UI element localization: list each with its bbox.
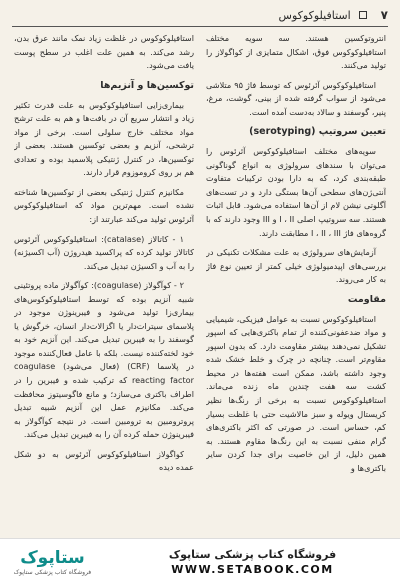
paragraph: استافیلوکوکوس نسبت به عوامل فیزیکی، شیمیایی و مواد ضدعفونی‌کننده از تمام باکتری‌هایی که اسپور تشکیل نمی‌دهند بیشتر مقاومت دارد. که بدون اسپور مقاوم‌تر است. چنانچه در چرک و خلط خشک شده وجود داشته باشد، ممکن است هفته‌ها در محیط کشت سه هفت چندین ماه زنده می‌ماند. استافیلوکوکوس نسبت به برخی از رنگ‌ها نظیر کریستال ویوله و سبز مالاشیت حتی با غلظت بسیار کم، حساس است. در صورتی که اکثر باکتری‌های گرام منفی نسبت به این رنگ‌ها مقاوم هستند. به همین دلیل، از این خاصیت برای جدا کردن سایر باکتری‌ها و xyxy=(206,313,386,473)
paragraph: سویه‌های مختلف استافیلوکوکوس آئرئوس را می‌توان با سندهای سرولوژی به انواع گوناگونی طبقه‌بندی کرد، که به دارا بودن ترکیبات متفاوت آنتی‌ژن‌های سطحی آن‌ها بستگی دارد و در تست‌های آگلوتی نیشن لام از آن‌ها استفاده می‌شود. قابل اثبات هستند. سه سروتیپ اصلی I ، II و III وجود دارند که با گروه‌های فاژ I ، II ، III مطابقت دارند. xyxy=(206,146,386,238)
square-bullet-icon xyxy=(359,11,367,19)
section-heading-resistance: مقاومت xyxy=(347,293,386,305)
store-logo xyxy=(0,539,105,584)
store-banner xyxy=(0,538,400,584)
chapter-title: استافیلوکوکوس xyxy=(278,8,351,22)
paragraph: استافیلوکوکوس در غلظت زیاد نمک مانند عرق بدن، رشد می‌کند. به همین علت اغلب در سطح پوست یافت می‌شود. xyxy=(14,33,194,71)
page-number: ۷ xyxy=(380,8,388,22)
store-info xyxy=(105,548,400,576)
store-title: فروشگاه کتاب پزشکی ستاپوک xyxy=(168,547,337,561)
paragraph: کواگولاز استافیلوکوکوس آئرئوس به دو شکل عمده دیده xyxy=(14,448,194,473)
logo-tagline: فروشگاه کتاب پزشکی ستاپوک xyxy=(13,568,92,576)
logo-wordmark: ستاپوک xyxy=(20,547,85,568)
left-column xyxy=(14,32,194,532)
paragraph: انتروتوکسین هستند. سه سویه مختلف استافیلوکوکوس فوق، اشکال متمایزی از کواگولاز را تولید می‌کنند. xyxy=(206,33,386,71)
paragraph: استافیلوکوکوس آئرئوس که توسط فاژ ۹۵ متلاشی می‌شود از سواب گرفته شده از بینی، گوشت، مرغ، پنیر، گوسفند و سالاد به‌دست آمده است. xyxy=(206,79,386,117)
paragraph: ۲ - کوآگولاز (coagulase): کوآگولاز ماده پروتئینی شبیه آنزیم بوده که توسط استافیلوکوکوس‌های بیماری‌زا تولید می‌شود و فیبرینوژن موجود در پلاسمای سیترات‌دار یا اگزالات‌دار انسان، خرگوش یا گوسفند را به فیبرین تبدیل می‌کند. این آنزیم خود به خود لخته‌کننده نیست. بلکه با عامل فعال‌کننده موجود در پلاسما (CRF) (فعال می‌شود) coagulase reacting factor که ترکیب شده و فیبرین را در اطراف باکتری می‌سازد؛ و مانع فاگوسیتوز محافظت می‌کند. مکانیزم عمل این آنزیم شبیه تبدیل پروترومبین به ترومبین است. در نتیجه کوآگولاز به فیبرینوژن حمله کرده آن را به فیبرین تبدیل می‌کند. xyxy=(14,280,194,440)
section-heading-toxins: توکسین‌ها و آنزیم‌ها xyxy=(100,79,194,91)
paragraph: آزمایش‌های سرولوژی به علت مشکلات تکنیکی در بررسی‌های اپیدمیولوژی خیلی کمتر از تعیین نوع فاژ به کار می‌روند. xyxy=(206,247,386,285)
paragraph: مکانیزم کنترل ژنتیکی بعضی از توکسین‌ها شناخته نشده است. مهم‌ترین مواد که استافیلوکوکوس آئرئوس تولید می‌کند عبارتند از: xyxy=(14,186,194,225)
right-column xyxy=(206,32,386,532)
section-heading-serotyping: تعیین سروتیپ (serotyping) xyxy=(249,126,386,138)
paragraph: ۱ - کاتالاز (catalase): استافیلوکوکوس آئرئوس کاتالاز تولید کرده که پراکسید هیدروژن (آب اکسیژنه) را به آب و اکسیژن تبدیل می‌کند. xyxy=(14,233,194,271)
running-header xyxy=(12,4,388,27)
store-url-link[interactable]: WWW.SETABOOK.COM xyxy=(171,562,334,576)
paragraph: بیماری‌زایی استافیلوکوکوس به علت قدرت تکثیر زیاد و انتشار سریع آن در بافت‌ها و هم به علت ترشح مواد مختلف خارج سلولی است. برخی از مواد ترشحی، آنزیم و بعضی توکسین هستند. بعضی از توکسین‌ها، در کنترل ژنتیکی پلاسمید بوده و تعدادی هم بر روی کروموزوم قرار دارند. xyxy=(14,99,194,178)
